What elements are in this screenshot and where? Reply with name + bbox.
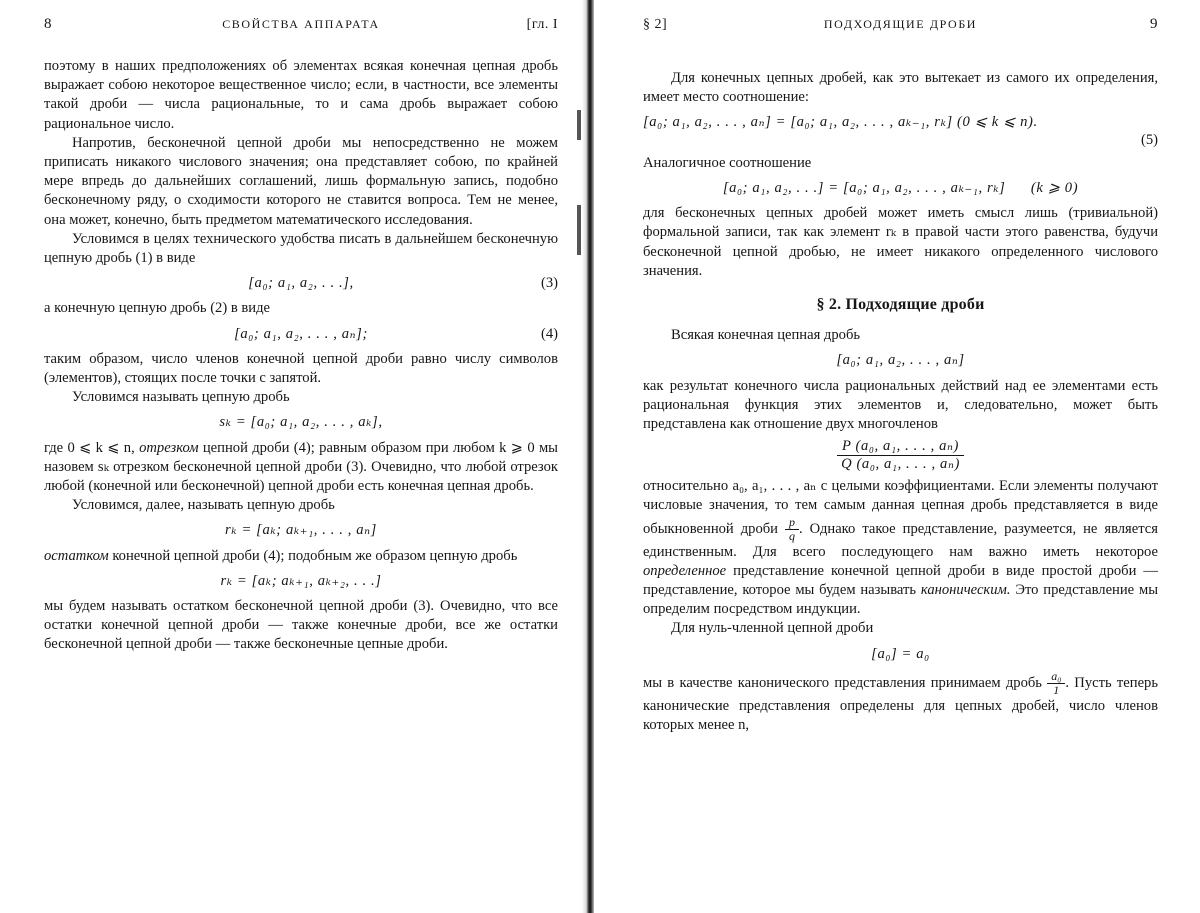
- equation-expression: [a₀; a₁, a₂, . . .] = [a₀; a₁, a₂, . . . , aₖ₋₁, rₖ] (k ⩾ 0): [723, 180, 1078, 196]
- fraction-denominator: q: [785, 530, 799, 543]
- page-body: [643, 69, 1158, 735]
- paragraph: мы будем называть остатком бесконечной цепной дроби (3). Очевидно, что все остатки конечной цепной дроби — также конечные дроби, все же остатки бесконечной цепной дроби — также бесконечные цепные дроби.: [44, 597, 558, 655]
- fraction-numerator: P (a₀, a₁, . . . , aₙ): [837, 438, 964, 456]
- page-body: [44, 57, 558, 655]
- paragraph: [44, 439, 558, 497]
- paragraph: как результат конечного числа рациональных действий над ее элементами есть рациональная функция этих элементов и, следовательно, может быть представлена как отношение двух многочленов: [643, 377, 1158, 435]
- paragraph: Условимся, далее, называть цепную дробь: [44, 496, 558, 515]
- fraction-numerator: a₀: [1047, 670, 1065, 684]
- paragraph: Аналогичное соотношение: [643, 154, 1158, 173]
- paragraph: поэтому в наших предположениях об элементах всякая конечная цепная дробь выражает собою некоторое вещественное число; если, в частности, все элементы такой дроби — числа рациональные, то и сама дробь выражает собою рациональное число.: [44, 57, 558, 134]
- paragraph: Для конечных цепных дробей, как это вытекает из самого их определения, имеет место соотношение:: [643, 69, 1158, 107]
- equation-infinite-relation: [643, 179, 1158, 198]
- equation-expression: rₖ = [aₖ; aₖ₊₁, . . . , aₙ]: [225, 522, 377, 538]
- section-heading: § 2. Подходящие дроби: [643, 295, 1158, 314]
- equation-expression: [a₀; a₁, a₂, . . . , aₙ]: [836, 352, 964, 368]
- paragraph: Напротив, бесконечной цепной дроби мы непосредственно не можем приписать никакого числового значения; она представляет собою, по крайней мере впредь до дальнейших соглашений, лишь формальную запись, подобно бесконечному ряду, о сходимости которого не ставится вопроса. Тем не менее, она может, конечно, быть предметом математического исследования.: [44, 134, 558, 230]
- equation-expression: rₖ = [aₖ; aₖ₊₁, aₖ₊₂, . . .]: [220, 573, 381, 589]
- text-run: конечной цепной дроби (4); подобным же образом цепную дробь: [112, 548, 517, 564]
- page-number: 9: [1150, 15, 1158, 34]
- equation-zero-member: [643, 645, 1158, 664]
- paragraph: Условимся в целях технического удобства писать в дальнейшем бесконечную цепную дробь (1) в виде: [44, 230, 558, 268]
- running-title: СВОЙСТВА АППАРАТА: [44, 15, 558, 34]
- equation-number: (4): [541, 325, 558, 344]
- equation-expression: sₖ = [a₀; a₁, a₂, . . . , aₖ],: [219, 414, 382, 430]
- text-run: где 0 ⩽ k ⩽ n,: [44, 440, 135, 456]
- paragraph: [643, 477, 1158, 619]
- paragraph: Для нуль-членной цепной дроби: [643, 619, 1158, 638]
- equation-number: (5): [643, 131, 1158, 150]
- emphasized-term: остатком: [44, 548, 109, 564]
- fraction-a0-over-1: [1047, 670, 1065, 697]
- paragraph: [44, 547, 558, 566]
- right-page: [643, 0, 1158, 913]
- text-run: относительно a₀, a₁, . . . , aₙ с целыми коэффициентами. Если элементы получают числовые значения, то тем самым данная цепная дробь представляется в виде обыкновенной дроби: [643, 478, 1158, 536]
- equation-4: [44, 325, 558, 344]
- fraction-numerator: p: [785, 516, 799, 530]
- gutter-scan-artifact: [577, 110, 581, 140]
- fraction: [837, 438, 964, 473]
- equation-3: [44, 274, 558, 293]
- paragraph: таким образом, число членов конечной цепной дроби равно числу символов (элементов), стоящих после точки с запятой.: [44, 350, 558, 388]
- chapter-marker: [гл. I: [527, 15, 558, 34]
- equation-number: (3): [541, 274, 558, 293]
- equation-expression: [a₀; a₁, a₂, . . .],: [248, 275, 353, 291]
- equation-expression: [a₀] = a₀: [871, 646, 930, 662]
- polynomial-ratio: [643, 438, 1158, 473]
- left-page: [44, 0, 558, 913]
- text-run: . Пусть теперь канонические представления определены для цепных дробей, число членов которых менее n,: [643, 675, 1158, 733]
- text-run: представление конечной цепной дроби в виде простой дроби — представление, которое мы будем называть: [643, 563, 1158, 598]
- paragraph: Всякая конечная цепная дробь: [643, 326, 1158, 345]
- paragraph: Условимся называть цепную дробь: [44, 388, 558, 407]
- running-title: ПОДХОДЯЩИЕ ДРОБИ: [643, 15, 1158, 34]
- emphasized-term: отрезком: [139, 440, 198, 456]
- running-header: [643, 15, 1158, 35]
- equation-finite-fraction: [643, 351, 1158, 370]
- equation-remainder-infinite: [44, 572, 558, 591]
- fraction-denominator: Q (a₀, a₁, . . . , aₙ): [837, 456, 964, 473]
- text-run: Это представление мы определим посредством индукции.: [643, 582, 1158, 617]
- equation-5: [643, 113, 1158, 132]
- book-gutter: [582, 0, 594, 913]
- emphasized-term: определенное: [643, 563, 726, 579]
- equation-remainder-finite: [44, 521, 558, 540]
- gutter-scan-artifact: [577, 205, 581, 255]
- text-run: цепной дроби (4); равным образом при любом k ⩾ 0 мы назовем sₖ отрезком бесконечной цепной дроби (3). Очевидно, что любой отрезок любой (конечной или бесконечной) цепной дроби есть конечная цепная дробь.: [44, 440, 558, 494]
- section-marker: § 2]: [643, 15, 667, 34]
- text-run: мы в качестве канонического представления принимаем дробь: [643, 675, 1042, 691]
- emphasized-term: каноническим.: [921, 582, 1011, 598]
- running-header: [44, 15, 558, 35]
- page-number: 8: [44, 15, 52, 34]
- fraction-p-over-q: [785, 516, 799, 543]
- paragraph: а конечную цепную дробь (2) в виде: [44, 299, 558, 318]
- fraction-denominator: 1: [1047, 684, 1065, 697]
- equation-expression: [a₀; a₁, a₂, . . . , aₙ];: [234, 326, 368, 342]
- paragraph: [643, 670, 1158, 735]
- equation-segment: [44, 413, 558, 432]
- equation-expression: [a₀; a₁, a₂, . . . , aₙ] = [a₀; a₁, a₂, . . . , aₖ₋₁, rₖ] (0 ⩽ k ⩽ n).: [643, 114, 1038, 130]
- paragraph: для бесконечных цепных дробей может иметь смысл лишь (тривиальной) формальной записи, так как элемент rₖ в правой части этого равенства, будучи бесконечной цепной дробью, не имеет никакого определенного числового значения.: [643, 204, 1158, 281]
- text-run: . Однако такое представление, разумеется, не является единственным. Для всего последующего нам важно иметь некоторое: [643, 521, 1158, 560]
